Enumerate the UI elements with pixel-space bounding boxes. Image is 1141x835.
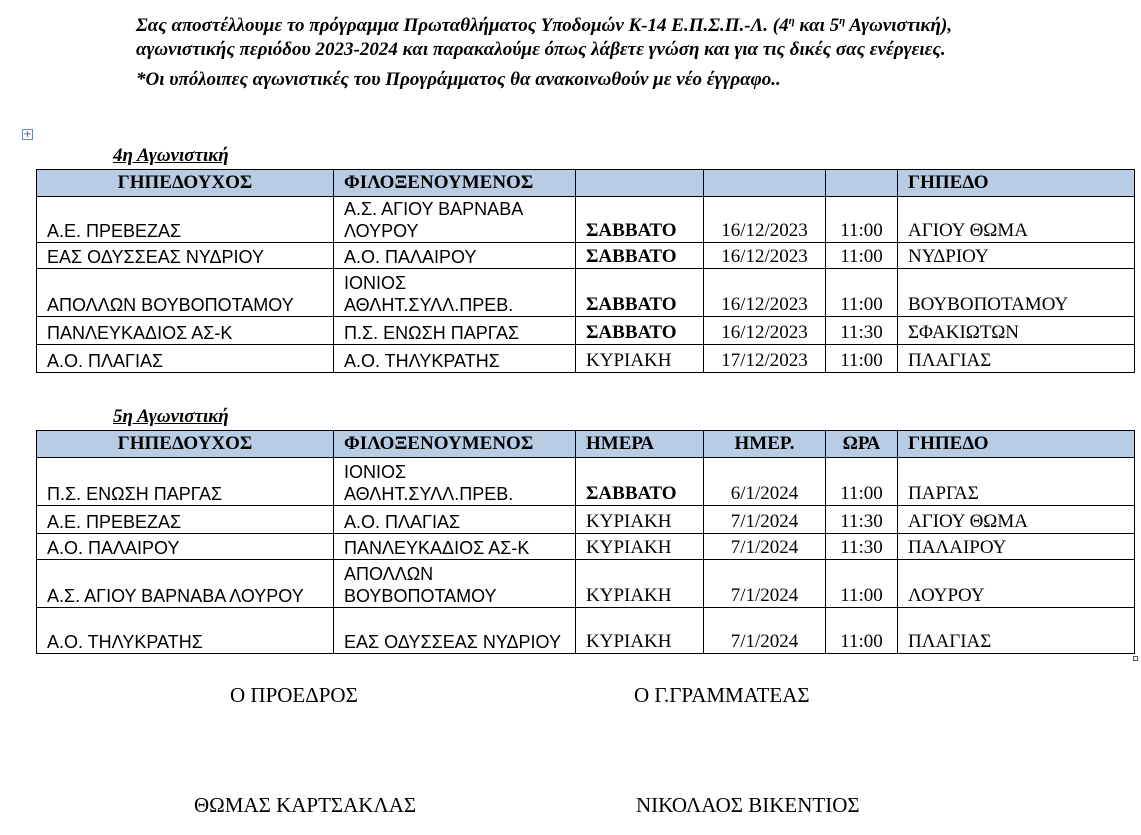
round-5-title: 5η Αγωνιστική <box>113 406 229 427</box>
match-time: 11:00 <box>826 269 898 317</box>
header-time <box>826 170 898 197</box>
match-time: 11:30 <box>826 534 898 560</box>
round-5-table <box>36 430 1135 654</box>
header-date: ΗΜΕΡ. <box>704 431 826 458</box>
match-day: ΚΥΡΙΑΚΗ <box>576 345 704 373</box>
round-4-table <box>36 169 1135 373</box>
match-time: 11:00 <box>826 197 898 243</box>
match-date: 16/12/2023 <box>704 317 826 345</box>
away-team: Α.Σ. ΑΓΙΟΥ ΒΑΡΝΑΒΑ ΛΟΥΡΟΥ <box>334 197 576 243</box>
home-team: Α.Ο. ΠΛΑΓΙΑΣ <box>37 345 334 373</box>
home-team: Α.Ε. ΠΡΕΒΕΖΑΣ <box>37 197 334 243</box>
venue: ΑΓΙΟΥ ΘΩΜΑ <box>898 197 1135 243</box>
match-time: 11:00 <box>826 458 898 506</box>
table-row <box>37 560 1135 608</box>
table-header-row <box>37 431 1135 458</box>
match-date: 17/12/2023 <box>704 345 826 373</box>
home-team: ΠΑΝΛΕΥΚΑΔΙΟΣ ΑΣ-Κ <box>37 317 334 345</box>
match-date: 7/1/2024 <box>704 534 826 560</box>
away-team: ΕΑΣ ΟΔΥΣΣΕΑΣ ΝΥΔΡΙΟΥ <box>334 608 576 654</box>
home-team: Α.Ο. ΤΗΛΥΚΡΑΤΗΣ <box>37 608 334 654</box>
header-venue: ΓΗΠΕΔΟ <box>898 170 1135 197</box>
intro-text-part: Σας αποστέλλουμε το πρόγραμμα Πρωταθλήματος Υποδομών Κ-14 Ε.Π.Σ.Π.-Λ. (4 <box>136 15 789 36</box>
match-day: ΣΑΒΒΑΤΟ <box>576 458 704 506</box>
match-day: ΣΑΒΒΑΤΟ <box>576 317 704 345</box>
match-day: ΚΥΡΙΑΚΗ <box>576 560 704 608</box>
table-row <box>37 608 1135 654</box>
table-header-row <box>37 170 1135 197</box>
president-title: Ο ΠΡΟΕΔΡΟΣ <box>230 683 358 707</box>
intro-text <box>136 14 976 62</box>
header-away: ΦΙΛΟΞΕΝΟΥΜΕΝΟΣ <box>334 431 576 458</box>
home-team: Α.Ο. ΠΑΛΑΙΡΟΥ <box>37 534 334 560</box>
table-row <box>37 197 1135 243</box>
venue: ΣΦΑΚΙΩΤΩΝ <box>898 317 1135 345</box>
table-row <box>37 345 1135 373</box>
venue: ΠΑΛΑΙΡΟΥ <box>898 534 1135 560</box>
match-time: 11:30 <box>826 317 898 345</box>
home-team: ΑΠΟΛΛΩΝ ΒΟΥΒΟΠΟΤΑΜΟΥ <box>37 269 334 317</box>
table-row <box>37 269 1135 317</box>
match-time: 11:00 <box>826 608 898 654</box>
round-4-title: 4η Αγωνιστική <box>113 145 229 166</box>
secretary-name: ΝΙΚΟΛΑΟΣ ΒΙΚΕΝΤΙΟΣ <box>636 793 860 817</box>
match-time: 11:30 <box>826 506 898 534</box>
home-team: Α.Ε. ΠΡΕΒΕΖΑΣ <box>37 506 334 534</box>
away-team: ΑΠΟΛΛΩΝ ΒΟΥΒΟΠΟΤΑΜΟΥ <box>334 560 576 608</box>
home-team: Π.Σ. ΕΝΩΣΗ ΠΑΡΓΑΣ <box>37 458 334 506</box>
table-row <box>37 243 1135 269</box>
president-name: ΘΩΜΑΣ ΚΑΡΤΣΑΚΛΑΣ <box>194 793 417 817</box>
table-row <box>37 506 1135 534</box>
match-day: ΣΑΒΒΑΤΟ <box>576 197 704 243</box>
table-row <box>37 534 1135 560</box>
venue: ΠΛΑΓΙΑΣ <box>898 345 1135 373</box>
venue: ΝΥΔΡΙΟΥ <box>898 243 1135 269</box>
venue: ΛΟΥΡΟΥ <box>898 560 1135 608</box>
intro-paragraph <box>136 14 976 92</box>
superscript: η <box>839 15 846 27</box>
header-home: ΓΗΠΕΔΟΥΧΟΣ <box>37 431 334 458</box>
match-time: 11:00 <box>826 345 898 373</box>
match-day: ΚΥΡΙΑΚΗ <box>576 506 704 534</box>
match-date: 7/1/2024 <box>704 560 826 608</box>
match-time: 11:00 <box>826 560 898 608</box>
header-home: ΓΗΠΕΔΟΥΧΟΣ <box>37 170 334 197</box>
intro-text-part: Αγωνιστική), αγωνιστικής περιόδου 2023-2024 και παρακαλούμε όπως λάβετε γνώση και για τις δικές σας ενέργειες. <box>136 15 953 60</box>
intro-note: *Οι υπόλοιπες αγωνιστικές του Προγράμματος θα ανακοινωθούν με νέο έγγραφο.. <box>136 69 781 90</box>
header-day <box>576 170 704 197</box>
header-venue: ΓΗΠΕΔΟ <box>898 431 1135 458</box>
header-away: ΦΙΛΟΞΕΝΟΥΜΕΝΟΣ <box>334 170 576 197</box>
table-resize-handle[interactable] <box>1133 656 1138 661</box>
away-team: ΠΑΝΛΕΥΚΑΔΙΟΣ ΑΣ-Κ <box>334 534 576 560</box>
away-team: Α.Ο. ΠΛΑΓΙΑΣ <box>334 506 576 534</box>
header-time: ΩΡΑ <box>826 431 898 458</box>
header-day: ΗΜΕΡΑ <box>576 431 704 458</box>
away-team: Α.Ο. ΠΑΛΑΙΡΟΥ <box>334 243 576 269</box>
table-move-handle-icon[interactable]: + <box>23 129 32 140</box>
secretary-title: Ο Γ.ΓΡΑΜΜΑΤΕΑΣ <box>634 683 810 707</box>
home-team: Α.Σ. ΑΓΙΟΥ ΒΑΡΝΑΒΑ ΛΟΥΡΟΥ <box>37 560 334 608</box>
match-date: 16/12/2023 <box>704 243 826 269</box>
match-date: 7/1/2024 <box>704 608 826 654</box>
intro-text-part: και 5 <box>794 15 840 36</box>
away-team: ΙΟΝΙΟΣ ΑΘΛΗΤ.ΣΥΛΛ.ΠΡΕΒ. <box>334 269 576 317</box>
superscript: η <box>788 15 795 27</box>
match-day: ΣΑΒΒΑΤΟ <box>576 269 704 317</box>
match-date: 16/12/2023 <box>704 197 826 243</box>
venue: ΑΓΙΟΥ ΘΩΜΑ <box>898 506 1135 534</box>
venue: ΠΑΡΓΑΣ <box>898 458 1135 506</box>
table-row <box>37 317 1135 345</box>
match-date: 6/1/2024 <box>704 458 826 506</box>
match-date: 16/12/2023 <box>704 269 826 317</box>
match-day: ΣΑΒΒΑΤΟ <box>576 243 704 269</box>
header-date <box>704 170 826 197</box>
table-row <box>37 458 1135 506</box>
away-team: Π.Σ. ΕΝΩΣΗ ΠΑΡΓΑΣ <box>334 317 576 345</box>
home-team: ΕΑΣ ΟΔΥΣΣΕΑΣ ΝΥΔΡΙΟΥ <box>37 243 334 269</box>
away-team: ΙΟΝΙΟΣ ΑΘΛΗΤ.ΣΥΛΛ.ΠΡΕΒ. <box>334 458 576 506</box>
match-day: ΚΥΡΙΑΚΗ <box>576 534 704 560</box>
venue: ΠΛΑΓΙΑΣ <box>898 608 1135 654</box>
match-time: 11:00 <box>826 243 898 269</box>
match-date: 7/1/2024 <box>704 506 826 534</box>
venue: ΒΟΥΒΟΠΟΤΑΜΟΥ <box>898 269 1135 317</box>
match-day: ΚΥΡΙΑΚΗ <box>576 608 704 654</box>
away-team: Α.Ο. ΤΗΛΥΚΡΑΤΗΣ <box>334 345 576 373</box>
